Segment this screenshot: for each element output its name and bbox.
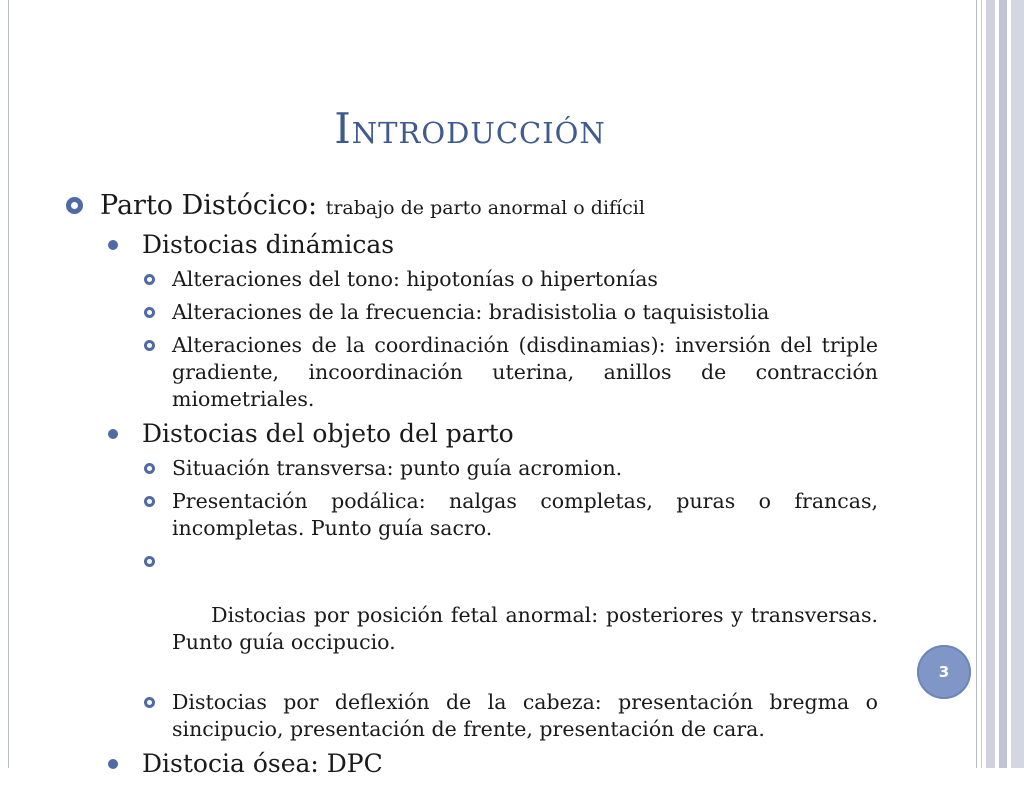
section-bullet-osea (106, 749, 878, 779)
dot-bullet-icon (108, 240, 118, 250)
section-title: Distocia ósea: DPC (142, 749, 383, 778)
list-item (142, 488, 878, 542)
list-item (142, 689, 878, 743)
ring-bullet-icon (144, 556, 155, 567)
list-item-text: Distocias por posición fetal anormal: posteriores y transversas. Punto guía occipucio. (172, 603, 885, 654)
list-item (142, 332, 878, 413)
slide-title: Introducción (334, 104, 606, 153)
slide-frame-right-line (981, 0, 982, 768)
main-topic-label: Parto Distócico: (100, 190, 318, 221)
list-item-text: Alteraciones de la coordinación (disdinamias): inversión del triple gradiente, incoordinación uterina, anillos de contracción miometriales. (172, 333, 878, 411)
main-topic-description: trabajo de parto anormal o difícil (325, 197, 645, 219)
slide-frame-right-line (976, 0, 977, 768)
ring-bullet-icon (66, 197, 83, 214)
list-item (142, 266, 878, 293)
list-item-text: Distocias por deflexión de la cabeza: presentación bregma o sincipucio, presentación de frente, presentación de cara. (172, 690, 878, 741)
list-item-text: Presentación podálica: nalgas completas, puras o francas, incompletas. Punto guía sacro. (172, 489, 878, 540)
slide-frame-right-band (1011, 0, 1024, 768)
ring-bullet-icon (144, 340, 155, 351)
ring-bullet-icon (144, 697, 155, 708)
list-item (142, 299, 878, 326)
section-bullet-objeto (106, 419, 878, 449)
main-topic-bullet (66, 190, 878, 224)
ring-bullet-icon (144, 307, 155, 318)
section-bullet-dinamicas (106, 230, 878, 260)
section-title: Distocias del objeto del parto (142, 419, 514, 448)
slide-content (66, 190, 885, 785)
ring-bullet-icon (144, 274, 155, 285)
list-item-text: Alteraciones del tono: hipotonías o hipertonías (172, 267, 658, 291)
section-title: Distocias dinámicas (142, 230, 395, 259)
list-item-text: Situación transversa: punto guía acromion. (172, 456, 623, 480)
list-item-text: Alteraciones de la frecuencia: bradisistolia o taquisistolia (172, 300, 770, 324)
ring-bullet-icon (144, 463, 155, 474)
list-item (142, 455, 878, 482)
ring-bullet-icon (144, 496, 155, 507)
dot-bullet-icon (108, 429, 118, 439)
list-item (142, 548, 885, 683)
slide-frame-right-band (986, 0, 995, 768)
page-number-badge: 3 (917, 645, 971, 699)
slide-frame-right-band (999, 0, 1007, 768)
